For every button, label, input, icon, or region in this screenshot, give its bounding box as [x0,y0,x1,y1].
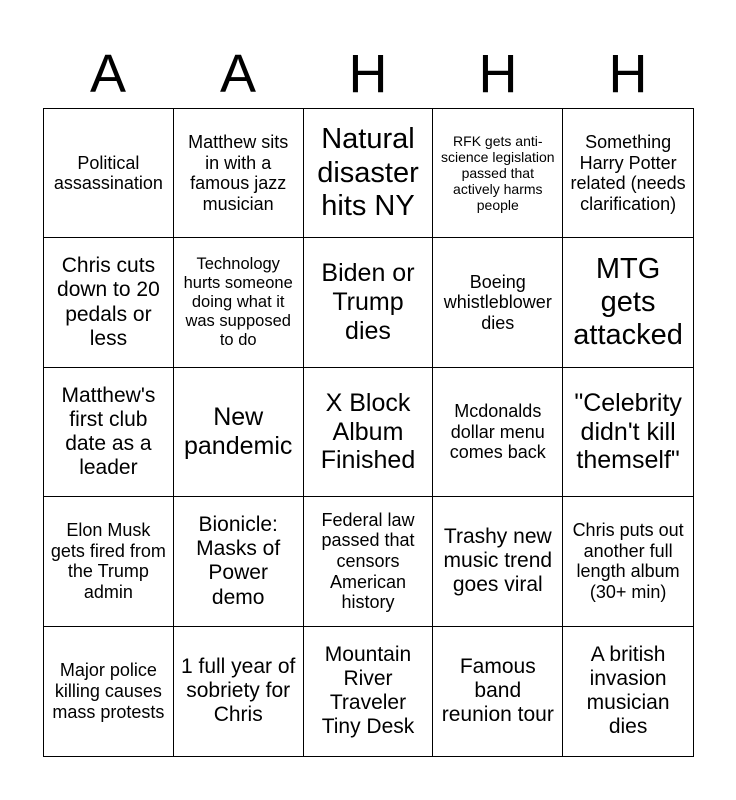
bingo-cell[interactable] [563,368,693,497]
cell-text: X Block Album Finished [320,388,416,475]
cell-text: Bionicle: Masks of Power demo [196,513,281,609]
bingo-cell[interactable] [563,627,693,756]
cell-text: MTG gets attacked [573,252,683,352]
cell-text: Something Harry Potter related (needs clarification) [570,131,686,214]
bingo-cell[interactable] [433,238,563,367]
cell-text: Matthew's first club date as a leader [61,383,156,480]
bingo-cell[interactable] [174,627,304,756]
bingo-cell[interactable] [433,368,563,497]
bingo-cell[interactable] [563,109,693,238]
bingo-cell[interactable] [44,627,174,756]
header-letter: H [608,44,648,104]
cell-text: Trashy new music trend goes viral [443,525,553,597]
cell-text: Natural disaster hits NY [317,123,419,222]
bingo-cell[interactable] [44,238,174,367]
cell-text: Major police killing causes mass protests [52,660,165,722]
bingo-cell[interactable] [433,497,563,626]
cell-text: Biden or Trump dies [321,259,415,345]
cell-text: Elon Musk gets fired from the Trump admin [50,520,166,603]
cell-text: A british invasion musician dies [586,643,670,739]
bingo-cell[interactable] [174,368,304,497]
bingo-cell[interactable] [174,109,304,238]
cell-text: Matthew sits in with a famous jazz musician [188,131,289,214]
cell-text: New pandemic [183,403,293,460]
cell-text: RFK gets anti-science legislation passed that actively harms people [440,132,555,214]
cell-text: Chris puts out another full length album (30+ min) [572,520,684,603]
bingo-cell[interactable] [174,497,304,626]
bingo-cell[interactable] [304,238,434,367]
header-letter: A [219,44,257,104]
bingo-cell[interactable] [433,627,563,756]
bingo-cell[interactable] [563,497,693,626]
bingo-header [43,40,693,108]
cell-text: Chris cuts down to 20 pedals or less [57,254,160,350]
cell-text: Boeing whistleblower dies [443,271,552,333]
bingo-cell[interactable] [304,497,434,626]
bingo-cell[interactable] [304,627,434,756]
header-letter: H [348,44,388,104]
bingo-cell[interactable] [174,238,304,367]
cell-text: Famous band reunion tour [441,655,554,727]
bingo-cell[interactable] [304,368,434,497]
bingo-cell[interactable] [44,368,174,497]
header-letter: H [478,44,518,104]
bingo-board [43,108,694,757]
bingo-cell[interactable] [433,109,563,238]
bingo-cell[interactable] [304,109,434,238]
bingo-cell[interactable] [563,238,693,367]
cell-text: Mcdonalds dollar menu comes back [449,400,546,463]
bingo-cell[interactable] [44,109,174,238]
cell-text: Political assassination [53,152,163,194]
cell-text: Mountain River Traveler Tiny Desk [321,643,415,739]
header-letter: A [89,44,127,104]
bingo-cell[interactable] [44,497,174,626]
cell-text: 1 full year of sobriety for Chris [180,655,296,727]
cell-text: "Celebrity didn't kill themself" [574,388,682,475]
cell-text: Federal law passed that censors American history [321,509,415,613]
cell-text: Technology hurts someone doing what it was supposed to do [183,255,293,350]
